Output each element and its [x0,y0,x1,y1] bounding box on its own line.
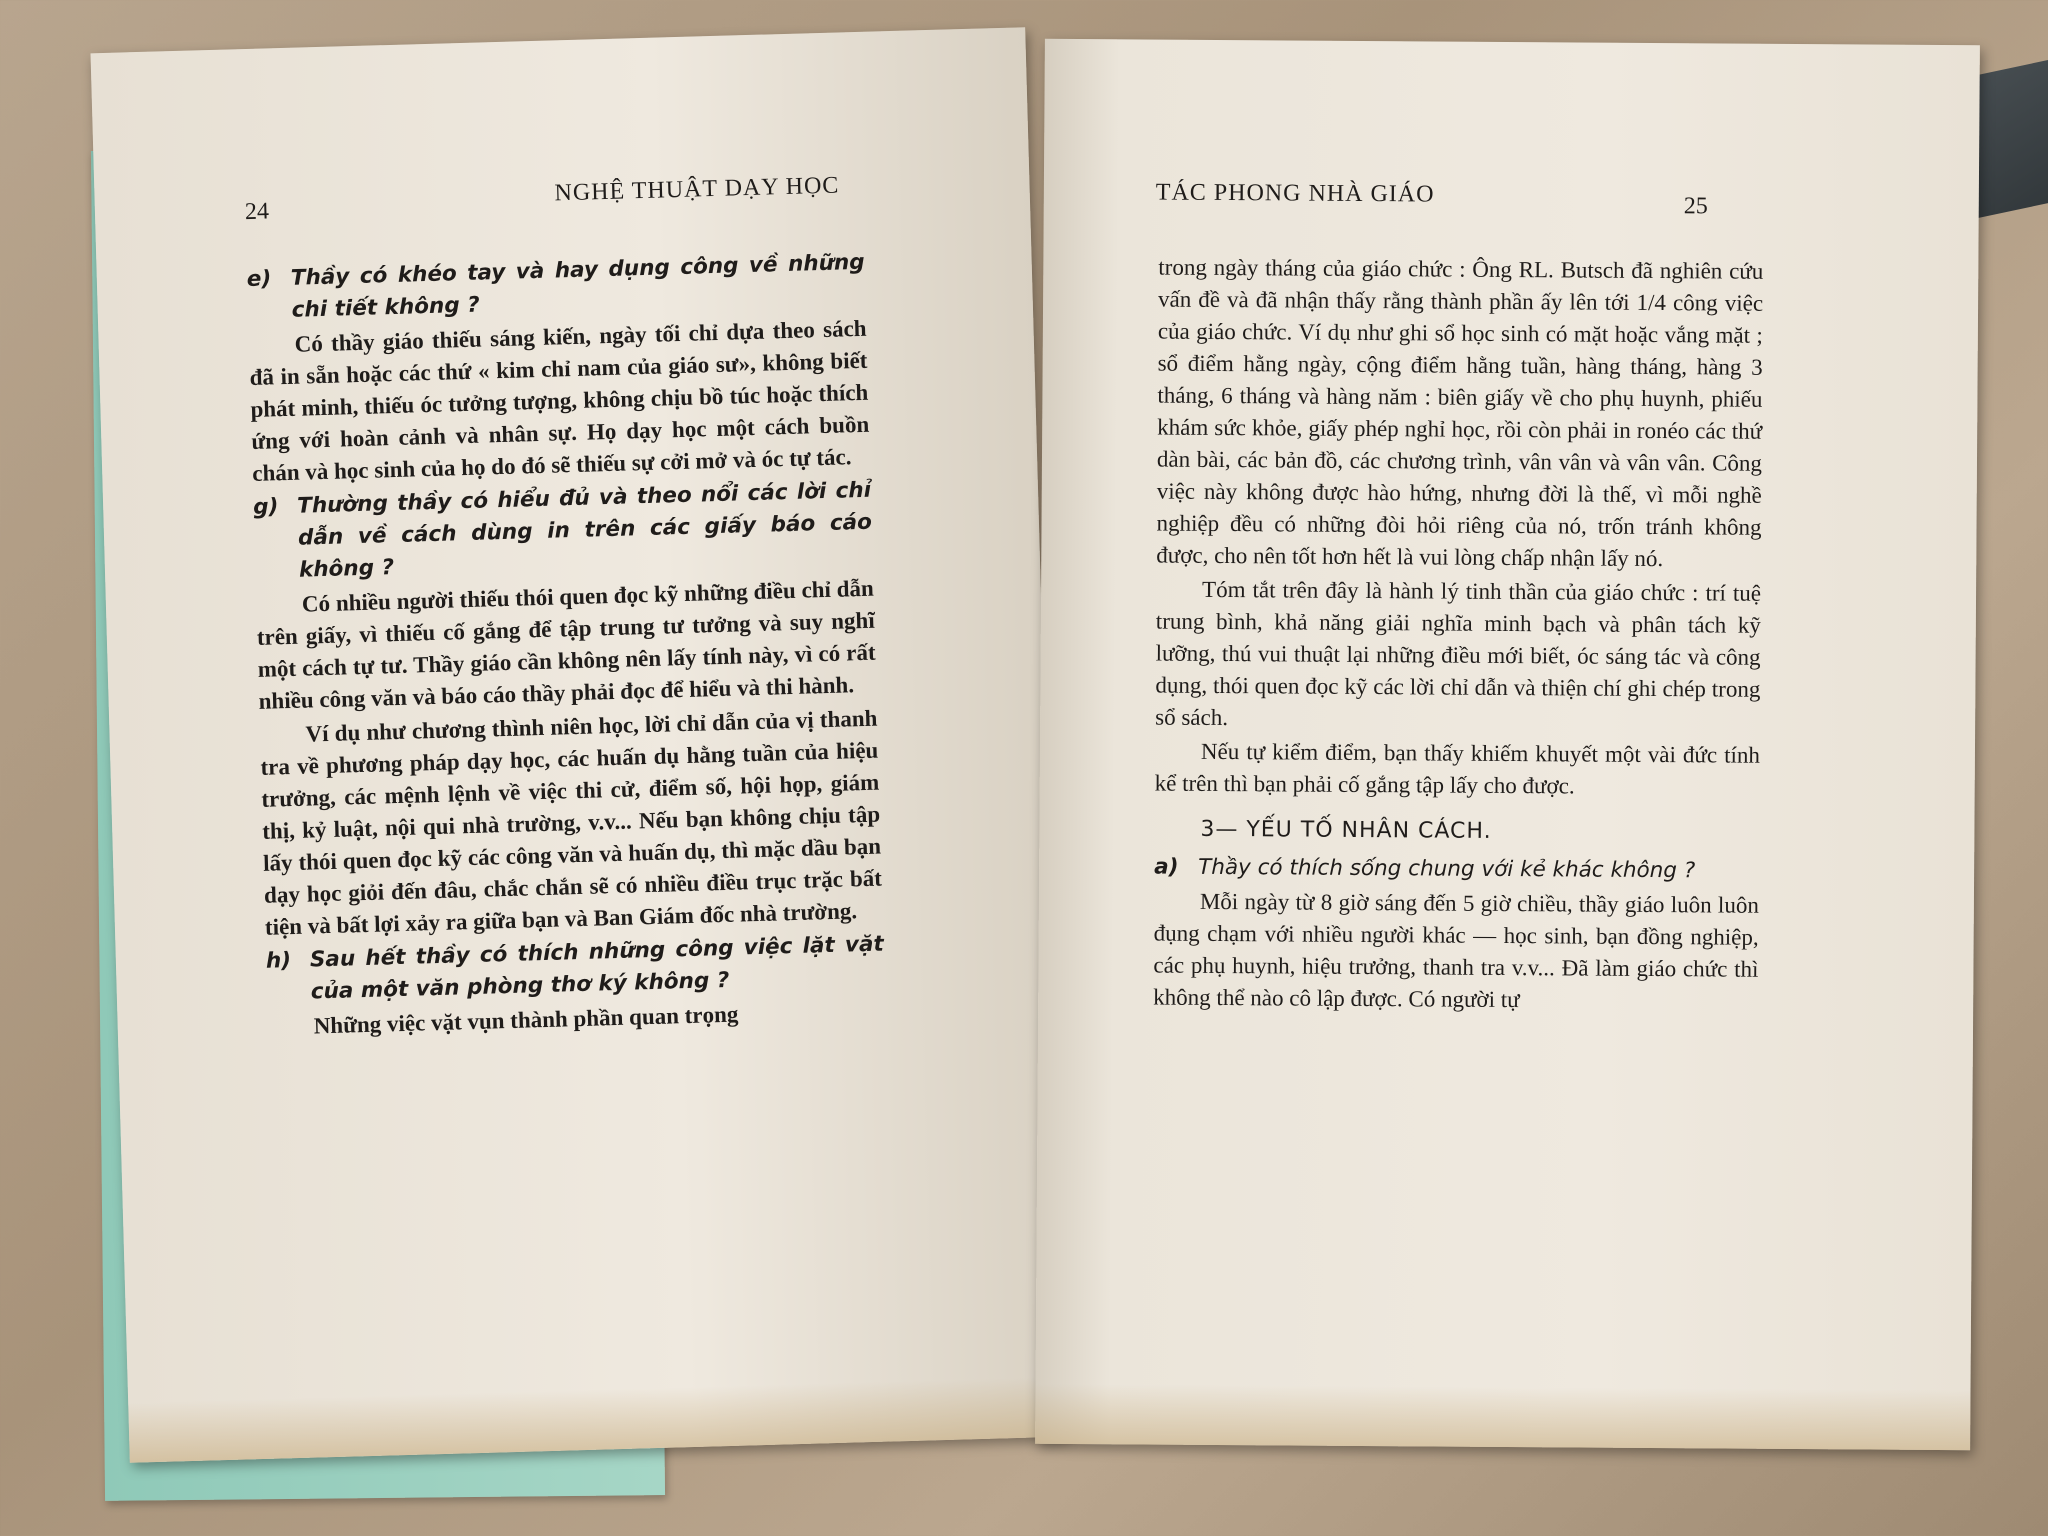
question-paragraph [1154,852,1759,888]
page-body [1153,252,1763,1020]
body-paragraph: Tóm tắt trên đây là hành lý tinh thần của giáo chức : trí tuệ trung bình, khả năng giải nghĩa minh bạch và phân tách kỹ lưỡng, thú vui thuật lại những điều mới biết, óc sáng tác và công dụng, thói quen đọc kỹ các lời chỉ dẫn và thiện chí ghi chép trong sổ sách. [1155,576,1762,731]
body-paragraph: Mỗi ngày từ 8 giờ sáng đến 5 giờ chiều, thầy giáo luôn luôn đụng chạm với nhiều người khác — học sinh, bạn đồng nghiệp, các phụ huynh, hiệu trưởng, thanh tra v.v... Đã làm giáo chức thì không thể nào cô lập được. Có người tự [1153,888,1759,1013]
section-heading: 3— YẾU TỐ NHÂN CÁCH. [1200,816,1492,844]
body-paragraph: Những việc vặt vụn thành phần quan trọng [313,1001,739,1039]
right-page [1035,39,1980,1450]
body-paragraph: Ví dụ như chương thình niên học, lời chỉ dẫn của vị thanh tra về phương pháp dạy học, các huấn dụ hằng tuần của hiệu trưởng, các mệnh lệnh về việc thi cử, điểm số, hội họp, giám thị, kỷ luật, nội qui nhà trường, v.v... Nếu bạn không chịu tập lấy thói quen đọc kỹ các công văn và huấn dụ, thì mặc dầu bạn dạy học giỏi đến đâu, chắc chắn sẽ có nhiều điều trục trặc bất tiện và bất lợi xảy ra giữa bạn và Ban Giám đốc nhà trường. [260,705,883,940]
left-page [90,27,1064,1463]
page-body [246,247,886,1046]
body-paragraph: trong ngày tháng của giáo chức : Ông RL. Butsch đã nghiên cứu vấn đề và đã nhận thấy rằng thành phần ấy lên tới 1/4 công việc của giáo chức. Ví dụ như ghi sổ học sinh có mặt hoặc vắng mặt ; sổ điểm hằng ngày, cộng điểm hằng tuần, hàng tháng, hàng 3 tháng, 6 tháng và hàng năm : biên giấy về cho phụ huynh, phiếu khám sức khỏe, giấy phép nghỉ học, rồi còn phải in ronéo các thứ dàn bài, các bản đồ, các chương trình, vân vân và vân vân. Công việc này không được hào hứng, nhưng đời là thế, vì mỗi nghề nghiệp đều có những đòi hỏi riêng của nó, trốn tránh không được, cho nên tốt hơn hết là vui lòng chấp nhận lấy nó. [1156,254,1764,572]
question-label: a) [1154,854,1179,880]
body-paragraph: Nếu tự kiểm điểm, bạn thấy khiếm khuyết một vài đức tính kể trên thì bạn phải cố gắng tập lấy cho được. [1154,738,1761,799]
question-paragraph [253,475,873,588]
page-number: 25 [1683,193,1708,220]
question-label: g) [252,494,279,520]
question-text: Thường thầy có hiểu đủ và theo nổi các lời chỉ dẫn về cách dùng in trên các giấy báo cáo không ? [296,477,873,583]
body-paragraph: Có thầy giáo thiếu sáng kiến, ngày tối chỉ dựa theo sách đã in sẵn hoặc các thứ « kim chỉ nam của giáo sư», không biết phát minh, thiếu óc tưởng tượng, không chịu bồ túc hoặc thích ứng với hoàn cảnh và nhân sự. Họ dạy học một cách buồn chán và học sinh của họ do đó sẽ thiếu sự cởi mở và óc tự tác. [249,315,870,486]
body-paragraph: Có nhiều người thiếu thói quen đọc kỹ những điều chỉ dẫn trên giấy, vì thiếu cố gắng để tập trung tư tưởng và suy nghĩ một cách tự tư. Thầy giáo cần không nên lấy tính này, vì có rất nhiều công văn và báo cáo thầy phải đọc để hiểu và thi hành. [256,575,876,714]
question-text: Thầy có thích sống chung với kẻ khác không ? [1198,854,1696,884]
question-label: e) [246,266,272,293]
page-stain [1035,1384,1970,1451]
question-label: h) [265,948,292,974]
running-header: NGHỆ THUẬT DẠY HỌC [554,172,840,207]
running-header: TÁC PHONG NHÀ GIÁO [1155,179,1435,208]
question-text: Sau hết thầy có thích những công việc lặt vặt của một văn phòng thơ ký không ? [309,931,885,1005]
page-number: 24 [244,198,270,226]
question-text: Thầy có khéo tay và hay dụng công về những chi tiết không ? [290,249,865,323]
